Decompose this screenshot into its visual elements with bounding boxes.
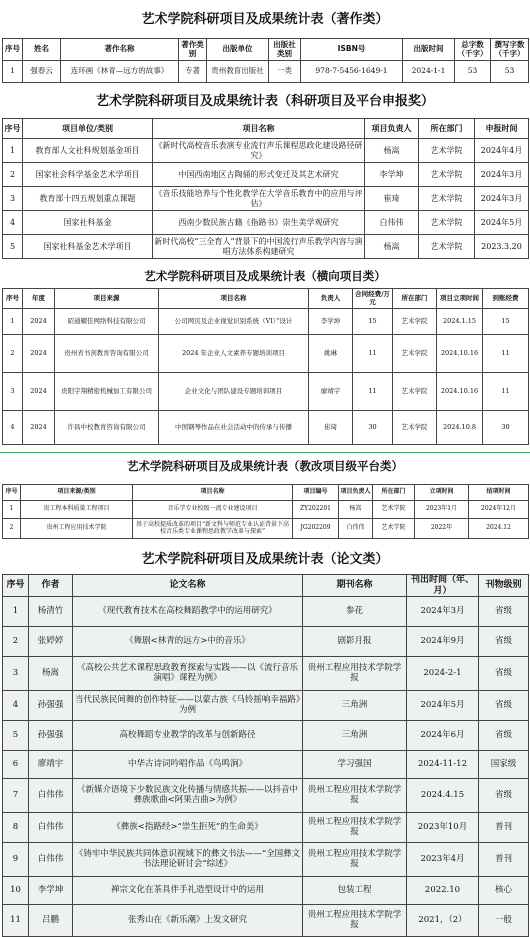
cell: 978-7-5456-1649-1 — [301, 61, 403, 83]
cell: 4 — [3, 691, 29, 721]
cell: 2024.10.16 — [437, 373, 483, 411]
table-row — [3, 335, 529, 373]
cell: 2024年4月 — [475, 139, 529, 163]
col-header: 申报时间 — [475, 119, 529, 139]
cell: 艺术学院 — [373, 501, 415, 519]
table-row — [3, 691, 529, 721]
cell: 53 — [491, 61, 529, 83]
cell: 杨嵩 — [365, 139, 419, 163]
cell: 贵州教育出版社 — [207, 61, 269, 83]
cell: 2 — [3, 519, 21, 539]
cell: 省级 — [479, 597, 529, 627]
cell: 国家社会科学基金艺术学项目 — [23, 163, 153, 187]
cell: 2024.4.15 — [407, 779, 479, 813]
table-row — [3, 211, 529, 235]
cell: 音乐学专业校级一流专业建设项目 — [133, 501, 293, 519]
cell: 公司网页及企业视觉识别系统（VI）”设计 — [159, 309, 309, 335]
cell: 1 — [3, 139, 23, 163]
cell: 2024年3月 — [407, 597, 479, 627]
cell: 53 — [455, 61, 491, 83]
table-row — [3, 501, 529, 519]
table-row — [3, 877, 529, 905]
cell: 4 — [3, 411, 23, 445]
horizontal-table-title: 艺术学院科研项目及成果统计表（横向项目类） — [144, 269, 386, 283]
cell: 2024-1-1 — [403, 61, 455, 83]
cell: 《新时代高校音乐表演专业流行声乐课程思政化建设路径研究》 — [153, 139, 365, 163]
col-header: 到账经费 — [483, 289, 529, 309]
col-header: 出版时间 — [403, 39, 455, 61]
cell: 2 — [3, 163, 23, 187]
col-header: 项目负责人 — [365, 119, 419, 139]
cell: 3 — [3, 187, 23, 211]
table-row — [3, 309, 529, 335]
cell: 白伟伟 — [29, 843, 73, 877]
cell: 《舞剧<林青的远方>中的音乐》 — [73, 627, 303, 657]
col-header: 项目名称 — [133, 485, 293, 501]
col-header: 项目来源 — [55, 289, 159, 309]
cell: 省级 — [479, 779, 529, 813]
cell: 2024年9月 — [407, 627, 479, 657]
col-header: 撰写字数（千字） — [491, 39, 529, 61]
cell: 杨嵩 — [339, 501, 373, 519]
cell: 2024 — [23, 373, 55, 411]
cell: 贵州工程应用技术学院 — [21, 519, 133, 539]
cell: 30 — [483, 411, 529, 445]
cell: 廖靖宇 — [29, 751, 73, 779]
cell: 省级 — [479, 691, 529, 721]
cell: 2024年12月 — [469, 501, 529, 519]
cell: 15 — [483, 309, 529, 335]
cell: 参花 — [303, 597, 407, 627]
cell: 《现代教育技术在高校舞蹈教学中的运用研究》 — [73, 597, 303, 627]
col-header: 序号 — [3, 119, 23, 139]
col-header: 项目编号 — [293, 485, 339, 501]
cell: 杨清竹 — [29, 597, 73, 627]
table-row — [3, 721, 529, 751]
cell: 2024 — [23, 335, 55, 373]
cell: 艺术学院 — [393, 373, 437, 411]
cell: 2024年5月 — [475, 211, 529, 235]
cell: 艺术学院 — [393, 309, 437, 335]
cell: JG202209 — [293, 519, 339, 539]
research-header-row — [3, 119, 529, 139]
cell: 2023年10月 — [407, 813, 479, 843]
cell: 姚琳 — [309, 335, 353, 373]
cell: ZY202201 — [293, 501, 339, 519]
col-header: 序号 — [3, 485, 21, 501]
col-header: 合同经费/万元 — [353, 289, 393, 309]
cell: 中国西南地区古陶俑的形式变迁及其艺术研究 — [153, 163, 365, 187]
cell: 10 — [3, 877, 29, 905]
cell: 2024 年企业人文素养专题培训项目 — [159, 335, 309, 373]
table-row — [3, 779, 529, 813]
books-table-title: 艺术学院科研项目及成果统计表（著作类） — [141, 12, 389, 27]
reform-table-title: 艺术学院科研项目及成果统计表（教改项目级平台类） — [127, 459, 403, 473]
col-header: 著作名称 — [61, 39, 179, 61]
cell: 1 — [3, 61, 23, 83]
table-row — [3, 843, 529, 877]
cell: 吕鹏 — [29, 905, 73, 937]
cell: 强春云 — [23, 61, 61, 83]
table-row — [3, 373, 529, 411]
cell: 国家级 — [479, 751, 529, 779]
cell: 2022.10 — [407, 877, 479, 905]
col-header: 所在部门 — [373, 485, 415, 501]
cell: 艺术学院 — [393, 411, 437, 445]
col-header: 项目名称 — [153, 119, 365, 139]
col-header: 姓名 — [23, 39, 61, 61]
col-header: 著作类别 — [179, 39, 207, 61]
col-header: 结项时间 — [469, 485, 529, 501]
cell: 《彝族<指路经>“崇生拒死”的生命美》 — [73, 813, 303, 843]
cell: 贵州省书剑教育咨询有限公司 — [55, 335, 159, 373]
cell: 艺术学院 — [419, 139, 475, 163]
table-row — [3, 411, 529, 445]
table-row — [3, 813, 529, 843]
cell: 5 — [3, 235, 23, 259]
cell: 教育部十四五规划重点课题 — [23, 187, 153, 211]
col-header: 序号 — [3, 289, 23, 309]
cell: 连环画《林青—远方的故事》 — [61, 61, 179, 83]
cell: 2024 — [23, 309, 55, 335]
cell: 15 — [353, 309, 393, 335]
col-header: 出版单位 — [207, 39, 269, 61]
cell: 2024年5月 — [407, 691, 479, 721]
cell: 2023年1月 — [415, 501, 469, 519]
cell: 普刊 — [479, 843, 529, 877]
cell: 西南少数民族古籍《指路书》崇生美学观研究 — [153, 211, 365, 235]
cell: 2024-11-12 — [407, 751, 479, 779]
cell: 教育部人文社科规划基金项目 — [23, 139, 153, 163]
cell: 6 — [3, 751, 29, 779]
col-header: 出版社类别 — [269, 39, 301, 61]
cell: 省级 — [479, 657, 529, 691]
horizontal-table — [2, 288, 529, 445]
cell: 一类 — [269, 61, 301, 83]
cell: 1 — [3, 501, 21, 519]
papers-header-row — [3, 575, 529, 597]
section-divider — [0, 452, 530, 453]
table-row — [3, 235, 529, 259]
table-row — [3, 163, 529, 187]
cell: 昭通耀佳网络科技有限公司 — [55, 309, 159, 335]
cell: 省级 — [479, 721, 529, 751]
cell: 艺术学院 — [419, 235, 475, 259]
cell: 许昌中校教育咨询有限公司 — [55, 411, 159, 445]
cell: 7 — [3, 779, 29, 813]
horizontal-header-row — [3, 289, 529, 309]
col-header: 期刊名称 — [303, 575, 407, 597]
col-header: 刊物级别 — [479, 575, 529, 597]
cell: 2024.10.8 — [437, 411, 483, 445]
cell: 李学坤 — [309, 309, 353, 335]
cell: 2 — [3, 627, 29, 657]
cell: 2023年4月 — [407, 843, 479, 877]
reform-header-row — [3, 485, 529, 501]
col-header: 作者 — [29, 575, 73, 597]
cell: 国家社科基金艺术学项目 — [23, 235, 153, 259]
research-table — [2, 118, 529, 259]
cell: 三角洲 — [303, 721, 407, 751]
cell: 白伟伟 — [29, 813, 73, 843]
research-table-title: 艺术学院科研项目及成果统计表（科研项目及平台申报奖） — [95, 94, 434, 109]
cell: 禅宗文化在茶具伴手礼造型设计中的运用 — [73, 877, 303, 905]
cell: 2022年 — [415, 519, 469, 539]
cell: 2024.1.15 — [437, 309, 483, 335]
cell: 30 — [353, 411, 393, 445]
col-header: 立项时间 — [415, 485, 469, 501]
cell: 《高校公共艺术课程思政教育探索与实践——以《流行音乐演唱》课程为例》 — [73, 657, 303, 691]
cell: 杨嵩 — [29, 657, 73, 691]
cell: 3 — [3, 657, 29, 691]
cell: 2021，（2） — [407, 905, 479, 937]
cell: 8 — [3, 813, 29, 843]
cell: 李学坤 — [29, 877, 73, 905]
cell: 当代民族民间舞的创作特征——以蒙古族《马铃摇响幸福路》为例 — [73, 691, 303, 721]
cell: 艺术学院 — [419, 163, 475, 187]
cell: 艺术学院 — [373, 519, 415, 539]
col-header: 刊出时间（年、月） — [407, 575, 479, 597]
cell: 普刊 — [479, 813, 529, 843]
col-header: ISBN号 — [301, 39, 403, 61]
cell: 《音乐技能培养与个性化教学在大学音乐教育中的应用与评估》 — [153, 187, 365, 211]
cell: 艺术学院 — [419, 187, 475, 211]
cell: 国家社科基金 — [23, 211, 153, 235]
cell: 包装工程 — [303, 877, 407, 905]
col-header: 所在部门 — [419, 119, 475, 139]
cell: 贵州工程应用技术学院学报 — [303, 657, 407, 691]
cell: 高校舞蹈专业教学的改革与创新路径 — [73, 721, 303, 751]
cell: 2024-2-1 — [407, 657, 479, 691]
cell: 三角洲 — [303, 691, 407, 721]
cell: 贵州工程应用技术学院学报 — [303, 813, 407, 843]
cell: 9 — [3, 843, 29, 877]
table-row — [3, 519, 529, 539]
cell: 贵州工程应用技术学院学报 — [303, 779, 407, 813]
papers-table-title: 艺术学院科研项目及成果统计表（论文类） — [141, 552, 389, 567]
cell: 省级 — [479, 627, 529, 657]
cell: 学习强国 — [303, 751, 407, 779]
table-row — [3, 61, 529, 83]
cell: 中国钢琴作品在社会活动中的传承与传播 — [159, 411, 309, 445]
cell: 孙强强 — [29, 721, 73, 751]
cell: 白伟伟 — [339, 519, 373, 539]
cell: 白伟伟 — [29, 779, 73, 813]
col-header: 项目负责人 — [339, 485, 373, 501]
col-header: 总字数（千字） — [455, 39, 491, 61]
cell: 11 — [353, 335, 393, 373]
col-header: 项目单位/类别 — [23, 119, 153, 139]
table-row — [3, 657, 529, 691]
cell: 2024年3月 — [475, 187, 529, 211]
cell: 2024.12 — [469, 519, 529, 539]
cell: 廖靖宇 — [309, 373, 353, 411]
reform-table — [2, 484, 529, 539]
cell: 2 — [3, 335, 23, 373]
cell: 崔琦 — [309, 411, 353, 445]
cell: 李学坤 — [365, 163, 419, 187]
cell: 1 — [3, 597, 29, 627]
cell: 贵阳宇翔精密机械加工有限公司 — [55, 373, 159, 411]
table-row — [3, 751, 529, 779]
cell: 张秀山在《新乐潮》上发文研究 — [73, 905, 303, 937]
col-header: 负责人 — [309, 289, 353, 309]
col-header: 序号 — [3, 575, 29, 597]
col-header: 所在部门 — [393, 289, 437, 309]
cell: 专著 — [179, 61, 207, 83]
col-header: 项目名称 — [159, 289, 309, 309]
cell: 2023.3.20 — [475, 235, 529, 259]
table-row — [3, 187, 529, 211]
cell: 2024 — [23, 411, 55, 445]
cell: 贵州工程应用技术学院学报 — [303, 843, 407, 877]
cell: 艺术学院 — [393, 335, 437, 373]
cell: 1 — [3, 309, 23, 335]
cell: 基于高校提质改革的项目“新文科与师范专业认证背景下高校音乐类专业课程思政教学改革与探索” — [133, 519, 293, 539]
cell: 3 — [3, 373, 23, 411]
cell: 核心 — [479, 877, 529, 905]
cell: 新时代高校“三全育人”背景下的中国流行声乐教学内容与演唱方法体系构建研究 — [153, 235, 365, 259]
cell: 一般 — [479, 905, 529, 937]
table-row — [3, 597, 529, 627]
cell: 崔琦 — [365, 187, 419, 211]
cell: 剧影月报 — [303, 627, 407, 657]
table-row — [3, 905, 529, 937]
books-table — [2, 38, 529, 83]
col-header: 项目立项时间 — [437, 289, 483, 309]
table-row — [3, 627, 529, 657]
col-header: 项目来源/类别 — [21, 485, 133, 501]
cell: 2024年3月 — [475, 163, 529, 187]
col-header: 年度 — [23, 289, 55, 309]
books-header-row — [3, 39, 529, 61]
cell: 《铸牢中华民族共同体意识视域下的彝文书法——“全国彝文书法理论研讨会”综述》 — [73, 843, 303, 877]
cell: 贵州工程应用技术学院学报 — [303, 905, 407, 937]
cell: 4 — [3, 211, 23, 235]
col-header: 序号 — [3, 39, 23, 61]
cell: 11 — [3, 905, 29, 937]
cell: 贵工程本科质量工程项目 — [21, 501, 133, 519]
cell: 杨嵩 — [365, 235, 419, 259]
cell: 5 — [3, 721, 29, 751]
cell: 艺术学院 — [419, 211, 475, 235]
col-header: 论文名称 — [73, 575, 303, 597]
papers-table — [2, 574, 529, 937]
cell: 《新媒介语境下少数民族文化传播与情感共振——以抖音中彝族歌曲<阿果吉曲>为例》 — [73, 779, 303, 813]
cell: 白伟伟 — [365, 211, 419, 235]
cell: 11 — [483, 335, 529, 373]
cell: 张婷婷 — [29, 627, 73, 657]
cell: 中华古诗词吟唱作品《鸟鸣涧》 — [73, 751, 303, 779]
cell: 2024.10.16 — [437, 335, 483, 373]
table-row — [3, 139, 529, 163]
cell: 孙强强 — [29, 691, 73, 721]
cell: 11 — [483, 373, 529, 411]
cell: 企业文化与团队建设专题培训项目 — [159, 373, 309, 411]
cell: 2024年6月 — [407, 721, 479, 751]
cell: 11 — [353, 373, 393, 411]
